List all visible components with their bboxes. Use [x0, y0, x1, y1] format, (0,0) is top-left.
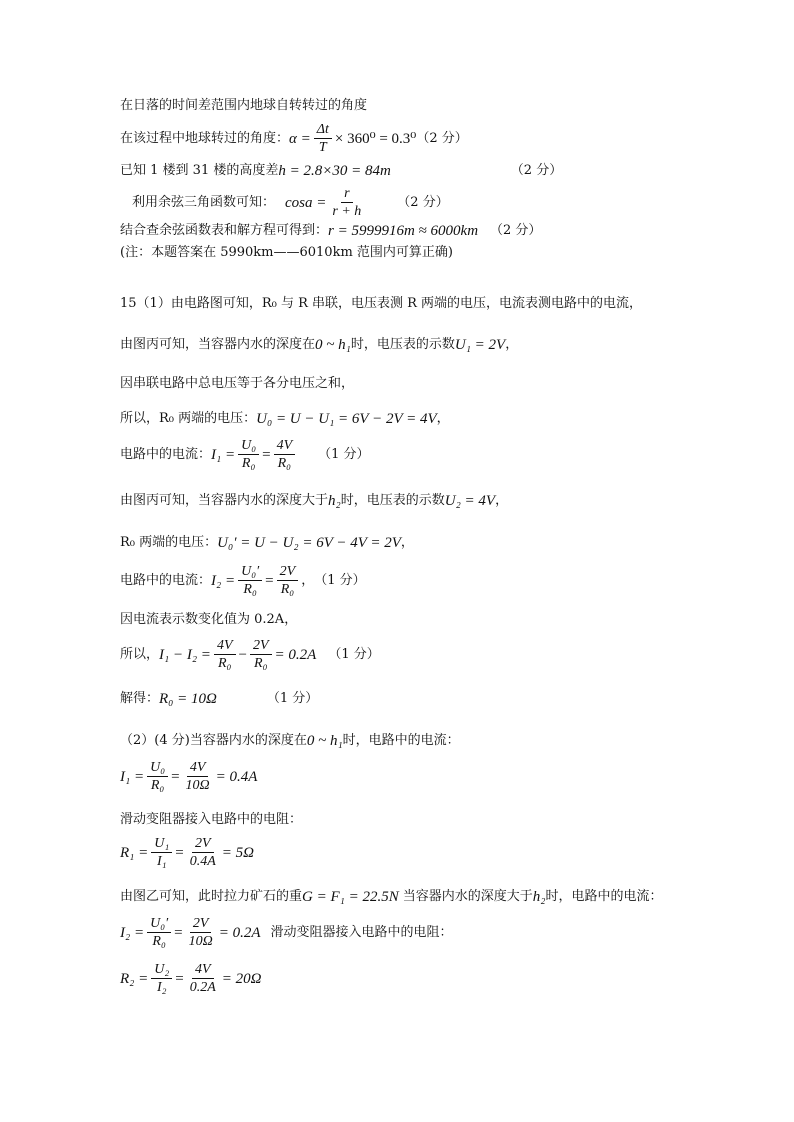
fraction-numerator: r: [341, 186, 352, 203]
fraction-denominator: R₀: [280, 582, 295, 598]
line-cosine: [132, 186, 449, 220]
line-15-5: [120, 438, 370, 472]
text: 滑动变阻器接入电路中的电阻：: [120, 812, 303, 827]
fraction-numerator: 4V: [214, 638, 236, 655]
line-15-2: [120, 336, 518, 354]
equation: I₂ =: [120, 924, 145, 941]
fraction-denominator: R₀: [152, 934, 166, 950]
fraction-numerator: Δt: [314, 122, 332, 139]
equation: = 0.2A: [274, 646, 317, 663]
fraction: [274, 438, 296, 472]
text: 时，电路中的电流：: [342, 733, 460, 749]
equation: R₀ = 10Ω: [159, 691, 217, 707]
text: 解得：: [120, 691, 160, 707]
equation: α =: [289, 130, 311, 147]
equation: I₁ =: [120, 768, 145, 785]
line-15-1: [120, 296, 642, 312]
equation: =: [262, 446, 271, 463]
text: 因电流表示数变化值为 0.2A，: [120, 612, 298, 627]
text: ，: [436, 411, 450, 427]
line-15-11: [120, 690, 318, 708]
fraction-denominator: R₀: [254, 656, 268, 672]
equation: U₀′ = U − U₂ = 6V − 4V = 2V: [217, 535, 401, 551]
equation: h₂: [532, 889, 546, 905]
line-height-difference: [120, 162, 562, 180]
fraction-denominator: 10Ω: [188, 934, 213, 950]
text: 在该过程中地球转过的角度：: [120, 131, 290, 147]
text: 时，电压表的示数: [340, 493, 445, 509]
fraction-numerator: U₁: [151, 836, 172, 853]
fraction-numerator: 2V: [277, 564, 299, 581]
text: 已知 1 楼到 31 楼的高度差: [120, 163, 279, 179]
equation: =: [171, 768, 180, 785]
note: (注：本题答案在 5990km——6010km 范围内可算正确): [120, 245, 453, 260]
equation: U₀ = U − U₁ = 6V − 2V = 4V: [256, 411, 437, 427]
fraction-denominator: R₀: [277, 456, 292, 472]
fraction-numerator: U₀: [238, 438, 259, 455]
score-note: （1 分）: [266, 691, 319, 707]
line-15-7: [120, 534, 414, 552]
line-15-6: [120, 492, 508, 510]
equation: r = 5999916m ≈ 6000km: [328, 223, 479, 239]
fraction: [277, 564, 299, 598]
text: 由图丙可知，当容器内水的深度在: [120, 337, 316, 353]
fraction: [147, 916, 171, 950]
score-note: （2 分）: [397, 195, 449, 211]
text: 利用余弦三角函数可知：: [132, 195, 276, 211]
score-note: （2 分）: [490, 223, 542, 239]
line-rotation-intro: [120, 98, 367, 114]
equation: −: [238, 646, 247, 663]
equation: =: [175, 970, 184, 987]
fraction-denominator: R₀: [218, 656, 232, 672]
line-15-8: [120, 564, 366, 598]
fraction: [214, 638, 236, 672]
equation: I₁ =: [211, 446, 236, 463]
line-15-3: [120, 376, 354, 392]
equation: h = 2.8×30 = 84m: [278, 163, 391, 179]
text: R₀ 两端的电压：: [120, 535, 218, 551]
fraction-numerator: U₀′: [147, 916, 171, 933]
score-note: （2 分）: [510, 163, 563, 179]
equation: 0 ~ h₁: [315, 337, 351, 353]
fraction: [147, 760, 168, 794]
line-2-1: [120, 732, 460, 750]
line-2-4: [120, 836, 254, 870]
line-2-7: [120, 962, 262, 996]
text: 因串联电路中总电压等于各分电压之和，: [120, 376, 355, 391]
line-2-5: [120, 888, 662, 906]
equation: =: [265, 572, 274, 589]
fraction-numerator: 4V: [187, 760, 209, 777]
fraction-denominator: 0.4A: [189, 854, 216, 870]
text: 滑动变阻器接入电路中的电阻：: [270, 925, 453, 941]
fraction: [314, 122, 332, 156]
equation: × 360⁰ = 0.3⁰: [334, 130, 417, 147]
equation: I₂ =: [211, 572, 236, 589]
fraction: [183, 760, 213, 794]
text: 当容器内水的深度大于: [402, 889, 533, 905]
line-2-6: [120, 916, 453, 950]
fraction: [151, 836, 172, 870]
fraction-denominator: r + h: [332, 204, 362, 220]
text: 在日落的时间差范围内地球自转转过的角度: [120, 98, 368, 113]
fraction-numerator: U₀: [147, 760, 168, 777]
text: 由图丙可知，当容器内水的深度大于: [120, 493, 329, 509]
fraction: [151, 962, 172, 996]
equation: I₁ − I₂ =: [159, 646, 211, 663]
line-2-2: [120, 760, 257, 794]
equation: U₂ = 4V: [444, 493, 496, 509]
equation: =: [174, 924, 183, 941]
fraction-denominator: R₀: [241, 456, 256, 472]
fraction-numerator: 4V: [192, 962, 214, 979]
fraction: [186, 916, 216, 950]
text: 结合查余弦函数表和解方程可得到：: [120, 223, 329, 239]
text: ，: [505, 337, 519, 353]
text: 由图乙可知，此时拉力矿石的重: [120, 889, 303, 905]
score-note: （2 分）: [416, 131, 468, 147]
text: ，: [495, 493, 509, 509]
text: 15（1）由电路图可知，R₀ 与 R 串联，电压表测 R 两端的电压，电流表测电路中的电流，: [120, 296, 643, 311]
text: ，: [400, 535, 414, 551]
equation: U₁ = 2V: [454, 337, 506, 353]
text: 所以，: [120, 647, 160, 663]
fraction-denominator: R₀: [243, 582, 257, 598]
equation: = 5Ω: [221, 844, 254, 861]
text: 时，电路中的电流：: [545, 889, 663, 905]
line-solve-radius: [120, 222, 541, 240]
text: 所以，R₀ 两端的电压：: [120, 411, 257, 427]
fraction-denominator: 10Ω: [185, 778, 210, 794]
text: 电路中的电流：: [120, 447, 212, 463]
equation: G = F₁ = 22.5N: [302, 889, 399, 905]
line-2-3: [120, 812, 302, 828]
equation: = 0.4A: [215, 768, 258, 785]
line-15-10: [120, 638, 380, 672]
fraction-denominator: T: [318, 140, 327, 156]
fraction-numerator: 4V: [274, 438, 296, 455]
equation: R₁ =: [120, 844, 149, 861]
fraction-numerator: 2V: [250, 638, 272, 655]
equation: R₂ =: [120, 970, 149, 987]
score-note: （1 分）: [328, 647, 380, 663]
line-note: [120, 245, 453, 261]
fraction: [250, 638, 272, 672]
fraction: [329, 186, 364, 220]
equation: = 20Ω: [221, 970, 262, 987]
fraction: [238, 564, 262, 598]
fraction-denominator: 0.2A: [189, 980, 216, 996]
fraction-denominator: I₁: [156, 854, 167, 870]
equation: 0 ~ h₁: [306, 733, 343, 749]
fraction: [187, 962, 219, 996]
text: （2）(4 分)当容器内水的深度在: [120, 733, 307, 749]
fraction-numerator: 2V: [190, 916, 212, 933]
fraction-denominator: I₂: [156, 980, 167, 996]
fraction-numerator: 2V: [192, 836, 214, 853]
equation: cosa =: [285, 194, 327, 211]
line-angle-formula: [120, 122, 468, 156]
fraction: [238, 438, 259, 472]
equation: = 0.2A: [218, 924, 261, 941]
score-note: （1 分）: [318, 447, 370, 463]
text: 电路中的电流：: [120, 573, 212, 589]
line-15-4: [120, 410, 450, 428]
text: 时，电压表的示数: [350, 337, 455, 353]
score-note: ， （1 分）: [301, 573, 366, 589]
equation: h₂: [328, 493, 341, 509]
fraction: [187, 836, 219, 870]
equation: =: [175, 844, 184, 861]
fraction-denominator: R₀: [150, 778, 165, 794]
fraction-numerator: U₂: [151, 962, 172, 979]
line-15-9: [120, 612, 297, 628]
fraction-numerator: U₀′: [238, 564, 262, 581]
